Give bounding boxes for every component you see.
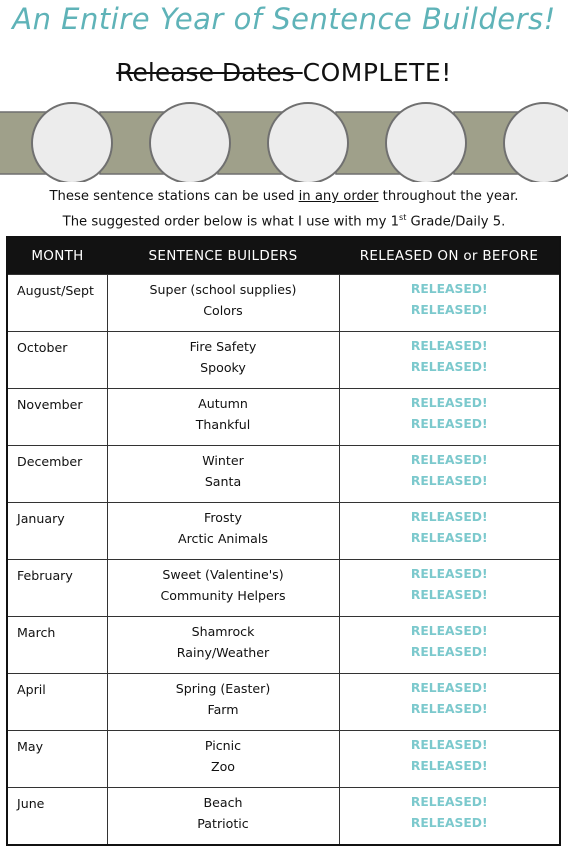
intro-line-1-end: throughout the year. [378, 189, 519, 204]
table-row [7, 617, 560, 674]
border-circle-shape [268, 103, 348, 182]
sentence-builders-cell [107, 332, 339, 389]
released-badge: RELEASED! [410, 795, 488, 809]
border-circle-shape [150, 103, 230, 182]
released-badge: RELEASED! [410, 360, 488, 374]
sentence-builder-name: Super (school supplies) [149, 282, 297, 297]
sentence-builder-name: Community Helpers [160, 588, 286, 603]
sentence-builder-name: Rainy/Weather [176, 645, 270, 660]
month-cell: January [7, 503, 107, 560]
sentence-builder-name: Frosty [204, 510, 242, 525]
intro-line-2-text: The suggested order below is what I use with my 1 [62, 214, 400, 230]
release-status-cell [339, 617, 560, 674]
sentence-builders-cell [107, 275, 339, 332]
sentence-builder-name: Shamrock [191, 624, 255, 639]
table-row [7, 446, 560, 503]
sentence-builder-name: Spring (Easter) [175, 681, 271, 696]
month-cell: October [7, 332, 107, 389]
release-status-cell [339, 446, 560, 503]
release-status-cell [339, 560, 560, 617]
sentence-builder-name: Santa [204, 474, 242, 489]
intro-line-1-text: These sentence stations can be used [49, 189, 299, 204]
page-title: An Entire Year of Sentence Builders! [12, 2, 556, 36]
release-status-cell [339, 503, 560, 560]
sentence-builder-name: Fire Safety [189, 339, 257, 354]
release-status-cell [339, 332, 560, 389]
table-row [7, 389, 560, 446]
month-cell: April [7, 674, 107, 731]
header-month: MONTH [7, 237, 107, 275]
month-cell: August/Sept [7, 275, 107, 332]
month-cell: February [7, 560, 107, 617]
release-status-cell [339, 389, 560, 446]
sentence-builder-name: Winter [202, 453, 244, 468]
month-cell: March [7, 617, 107, 674]
released-badge: RELEASED! [410, 396, 488, 410]
intro-text [0, 186, 568, 232]
intro-line-1 [0, 186, 568, 207]
sentence-builders-cell [107, 674, 339, 731]
subtitle [0, 58, 568, 87]
sentence-builder-name: Thankful [195, 417, 251, 432]
month-cell: November [7, 389, 107, 446]
border-circle-shape [32, 103, 112, 182]
released-badge: RELEASED! [410, 453, 488, 467]
released-badge: RELEASED! [410, 567, 488, 581]
release-schedule-table [6, 236, 561, 846]
released-badge: RELEASED! [410, 645, 488, 659]
released-badge: RELEASED! [410, 303, 488, 317]
sentence-builder-name: Patriotic [197, 816, 249, 831]
released-badge: RELEASED! [410, 417, 488, 431]
release-status-cell [339, 275, 560, 332]
decorative-border [0, 102, 568, 182]
released-badge: RELEASED! [410, 339, 488, 353]
month-cell: June [7, 788, 107, 846]
released-badge: RELEASED! [410, 681, 488, 695]
month-cell: December [7, 446, 107, 503]
table-row [7, 503, 560, 560]
table-row [7, 560, 560, 617]
sentence-builders-cell [107, 731, 339, 788]
sentence-builders-cell [107, 617, 339, 674]
intro-line-2 [0, 207, 568, 232]
intro-underlined-text: in any order [298, 189, 379, 204]
release-status-cell [339, 788, 560, 846]
sentence-builders-cell [107, 788, 339, 846]
intro-line-2-end: Grade/Daily 5. [406, 214, 506, 230]
released-badge: RELEASED! [410, 531, 488, 545]
sentence-builders-cell [107, 560, 339, 617]
table-row [7, 674, 560, 731]
sentence-builder-name: Arctic Animals [178, 531, 268, 546]
released-badge: RELEASED! [410, 759, 488, 773]
header-released-on: RELEASED ON or BEFORE [339, 237, 560, 275]
sentence-builders-cell [107, 446, 339, 503]
released-badge: RELEASED! [410, 282, 488, 296]
month-cell: May [7, 731, 107, 788]
intro-superscript: st [399, 213, 407, 222]
sentence-builder-name: Picnic [204, 738, 242, 753]
sentence-builder-name: Beach [203, 795, 243, 810]
complete-label: COMPLETE! [302, 58, 452, 87]
release-status-cell [339, 674, 560, 731]
sentence-builder-name: Sweet (Valentine's) [162, 567, 284, 582]
released-badge: RELEASED! [410, 816, 488, 830]
sentence-builders-cell [107, 389, 339, 446]
table-row [7, 788, 560, 846]
sentence-builder-name: Spooky [200, 360, 246, 375]
sentence-builder-name: Autumn [198, 396, 248, 411]
released-badge: RELEASED! [410, 510, 488, 524]
table-row [7, 275, 560, 332]
sentence-builders-cell [107, 503, 339, 560]
table-row [7, 332, 560, 389]
released-badge: RELEASED! [410, 474, 488, 488]
table-header-row [7, 237, 560, 275]
sentence-builder-name: Zoo [210, 759, 236, 774]
sentence-builder-name: Farm [207, 702, 239, 717]
header-sentence-builders: SENTENCE BUILDERS [107, 237, 339, 275]
sentence-builder-name: Colors [203, 303, 243, 318]
border-circle-shape [386, 103, 466, 182]
released-badge: RELEASED! [410, 738, 488, 752]
struck-release-dates: Release Dates [116, 58, 303, 87]
released-badge: RELEASED! [410, 624, 488, 638]
table-row [7, 731, 560, 788]
released-badge: RELEASED! [410, 588, 488, 602]
released-badge: RELEASED! [410, 702, 488, 716]
release-status-cell [339, 731, 560, 788]
